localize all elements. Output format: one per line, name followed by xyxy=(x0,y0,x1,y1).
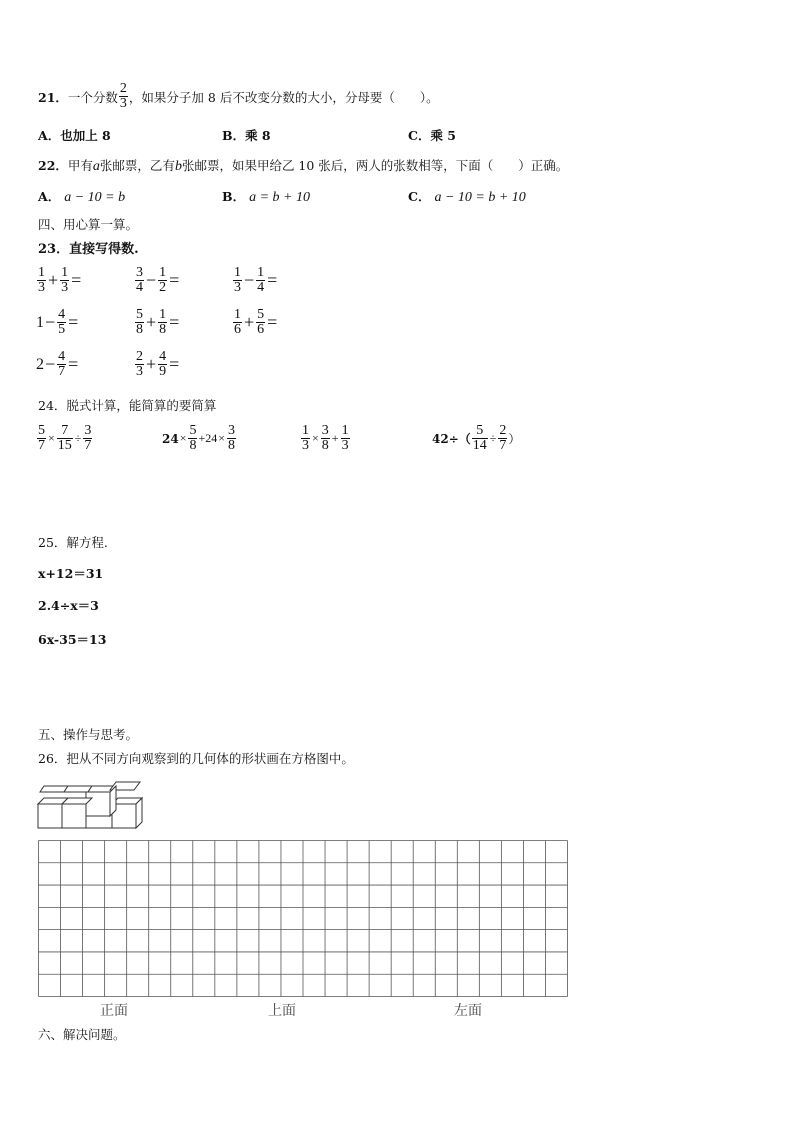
q23-item xyxy=(36,350,79,379)
q24-expression-2: 24 × $\frac{5}{8}$ +24 × $\frac{3}{8}$ xyxy=(162,423,236,453)
equals-sign: = xyxy=(169,312,180,332)
q23-title: 23．直接写得数. xyxy=(38,242,139,257)
operator: + xyxy=(146,312,157,332)
q21-fraction: $\frac{2}{3}$ xyxy=(119,81,127,111)
q25-equation-2: 2.4÷x＝3 xyxy=(38,598,99,613)
operator: − xyxy=(45,354,56,374)
q24-expression-4: 42÷（ $\frac{5}{14}$ ÷ $\frac{2}{7}$ ） xyxy=(432,423,521,453)
q21-text-post: ，如果分子加 8 后不改变分数的大小，分母要（ ）。 xyxy=(128,89,439,105)
q22-line: 22．甲有a张邮票，乙有b张邮票，如果甲给乙 10 张后，两人的张数相等，下面（ ）正确。 xyxy=(38,158,569,174)
fraction: $\frac{1}{3}$ xyxy=(61,265,69,295)
section-4-heading: 四、用心算一算。 xyxy=(38,217,139,232)
q24-title: 24．脱式计算，能简算的要简算 xyxy=(38,398,217,413)
q23-item xyxy=(36,266,82,295)
whole-number: 2 xyxy=(36,355,44,373)
grid-label-top: 上面 xyxy=(268,1003,296,1019)
operator: − xyxy=(45,312,56,332)
q21-option-c: C．乘 5 xyxy=(408,128,457,143)
q21-text-pre: 一个分数 xyxy=(67,89,118,105)
equals-sign: = xyxy=(267,312,278,332)
q24-expression-3: $\frac{1}{3}$ × $\frac{3}{8}$ + $\frac{1}{3}$ xyxy=(302,423,349,453)
cube-solid-figure xyxy=(36,780,156,832)
q25-title: 25．解方程. xyxy=(38,535,108,550)
fraction: $\frac{1}{3}$ xyxy=(38,265,45,295)
q22-option-a: A． a − 10 = b xyxy=(38,189,126,205)
equals-sign: = xyxy=(169,270,180,290)
q21-number: 21． xyxy=(38,89,68,105)
operator: + xyxy=(244,312,255,332)
q26-title: 26．把从不同方向观察到的几何体的形状画在方格图中。 xyxy=(38,751,354,766)
operator: + xyxy=(48,270,59,290)
equals-sign: = xyxy=(71,270,82,290)
equals-sign: = xyxy=(68,354,79,374)
equals-sign: = xyxy=(267,270,278,290)
grid-label-front: 正面 xyxy=(100,1003,128,1019)
answer-grid xyxy=(38,840,568,998)
q25-equation-1: x+12＝31 xyxy=(38,566,104,581)
operator: − xyxy=(146,270,157,290)
fraction: $\frac{5}{8}$ xyxy=(136,307,143,337)
fraction: $\frac{1}{6}$ xyxy=(234,307,241,337)
fraction: $\frac{1}{4}$ xyxy=(257,265,265,295)
equals-sign: = xyxy=(169,354,180,374)
fraction: $\frac{1}{3}$ xyxy=(234,265,241,295)
q24-expression-1: $\frac{5}{7}$ × $\frac{7}{15}$ ÷ $\frac{3}{7}$ xyxy=(38,423,92,453)
q22-option-b: B． a = b + 10 xyxy=(222,189,310,205)
operator: − xyxy=(244,270,255,290)
fraction: $\frac{1}{8}$ xyxy=(159,307,167,337)
q23-item xyxy=(134,350,180,379)
q21-option-a: A．也加上 8 xyxy=(38,128,111,143)
q21-option-b: B．乘 8 xyxy=(222,128,271,143)
section-5-heading: 五、操作与思考。 xyxy=(38,727,139,742)
q22-option-c: C． a − 10 = b + 10 xyxy=(408,189,526,205)
q23-item xyxy=(232,308,278,337)
fraction: $\frac{3}{4}$ xyxy=(136,265,143,295)
q23-item xyxy=(134,308,180,337)
operator: + xyxy=(146,354,157,374)
q21-line xyxy=(38,82,439,111)
q25-equation-3: 6x-35＝13 xyxy=(38,632,107,647)
whole-number: 1 xyxy=(36,313,44,331)
fraction: $\frac{4}{7}$ xyxy=(58,349,66,379)
section-6-heading: 六、解决问题。 xyxy=(38,1027,126,1042)
fraction: $\frac{5}{6}$ xyxy=(257,307,265,337)
equals-sign: = xyxy=(68,312,79,332)
fraction: $\frac{2}{3}$ xyxy=(136,349,143,379)
fraction: $\frac{4}{9}$ xyxy=(159,349,167,379)
fraction: $\frac{1}{2}$ xyxy=(159,265,167,295)
grid-label-left: 左面 xyxy=(454,1003,482,1019)
q23-item xyxy=(36,308,79,337)
q23-item xyxy=(232,266,278,295)
q23-item xyxy=(134,266,180,295)
fraction: $\frac{4}{5}$ xyxy=(58,307,66,337)
